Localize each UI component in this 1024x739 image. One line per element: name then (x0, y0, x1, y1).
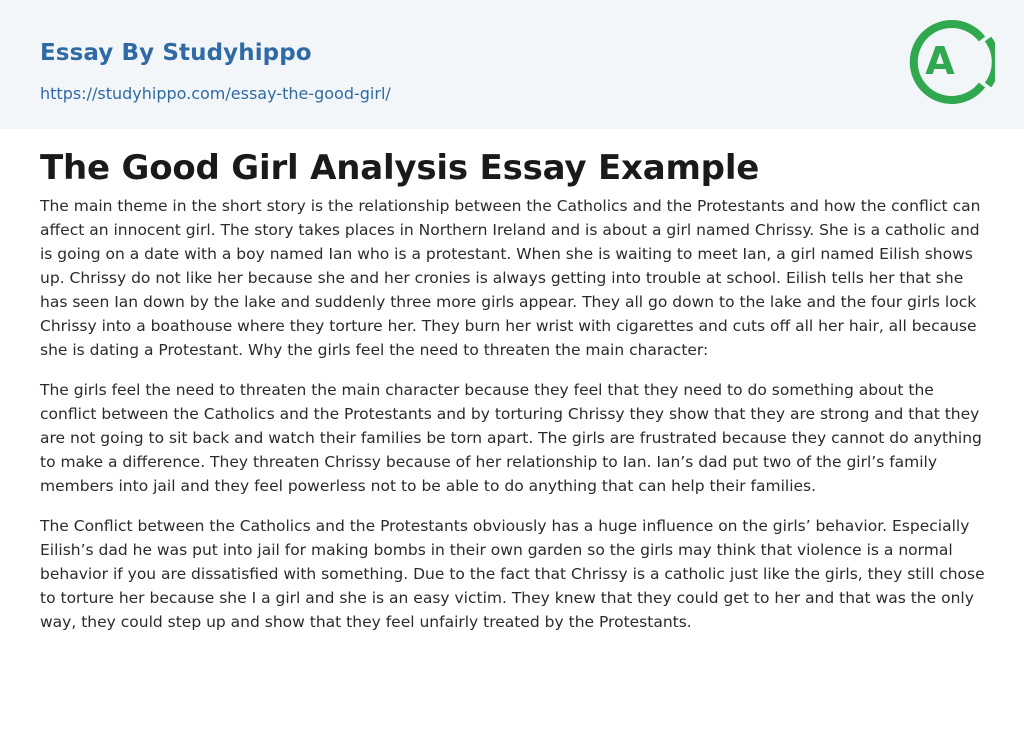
paragraph-3: The Conflict between the Catholics and the Protestants obviously has a huge influence on the girls’ behavior. Especially Eilish’s dad he was put into jail for making bombs in their own garden so the girls may think that violence is a normal behavior if you are dissatisfied with something. Due to the fact that Chrissy is a catholic just like the girls, they still chose to torture her because she I a girl and she is an easy victim. They knew that they could get to her and that was the only way, they could step up and show that they feel unfairly treated by the Protestants. (40, 517, 985, 631)
page-title: The Good Girl Analysis Essay Example (40, 148, 760, 188)
brand-title[interactable]: Essay By Studyhippo (40, 40, 312, 66)
paragraph-1: The main theme in the short story is the relationship between the Catholics and the Protestants and how the conflict can affect an innocent girl. The story takes places in Northern Ireland and is about a girl named Chrissy. She is a catholic and is going on a date with a boy named Ian who is a protestant. When she is waiting to meet Ian, a girl named Eilish shows up. Chrissy do not like her because she and her cronies is always getting into trouble at school. Eilish tells her that she has seen Ian down by the lake and suddenly three more girls appear. They all go down to the lake and the four girls lock Chrissy into a boathouse where they torture her. They burn her wrist with cigarettes and cuts off all her hair, all because she is dating a Protestant. Why the girls feel the need to threaten the main character: (40, 197, 981, 359)
article (0, 129, 1024, 634)
paragraph-2: The girls feel the need to threaten the main character because they feel that they need to do something about the conflict between the Catholics and the Protestants and by torturing Chrissy they show that they are strong and that they are not going to sit back and watch their families be torn apart. The girls are frustrated because they cannot do anything to make a difference. They threaten Chrissy because of her relationship to Ian. Ian’s dad put two of the girl’s family members into jail and they feel powerless not to be able to do anything that can help their families. (40, 381, 982, 495)
studyhippo-logo-icon[interactable] (905, 16, 995, 108)
site-header (0, 0, 1024, 129)
essay-url-link[interactable]: https://studyhippo.com/essay-the-good-girl/ (40, 84, 391, 103)
logo-letter: A (925, 39, 955, 83)
